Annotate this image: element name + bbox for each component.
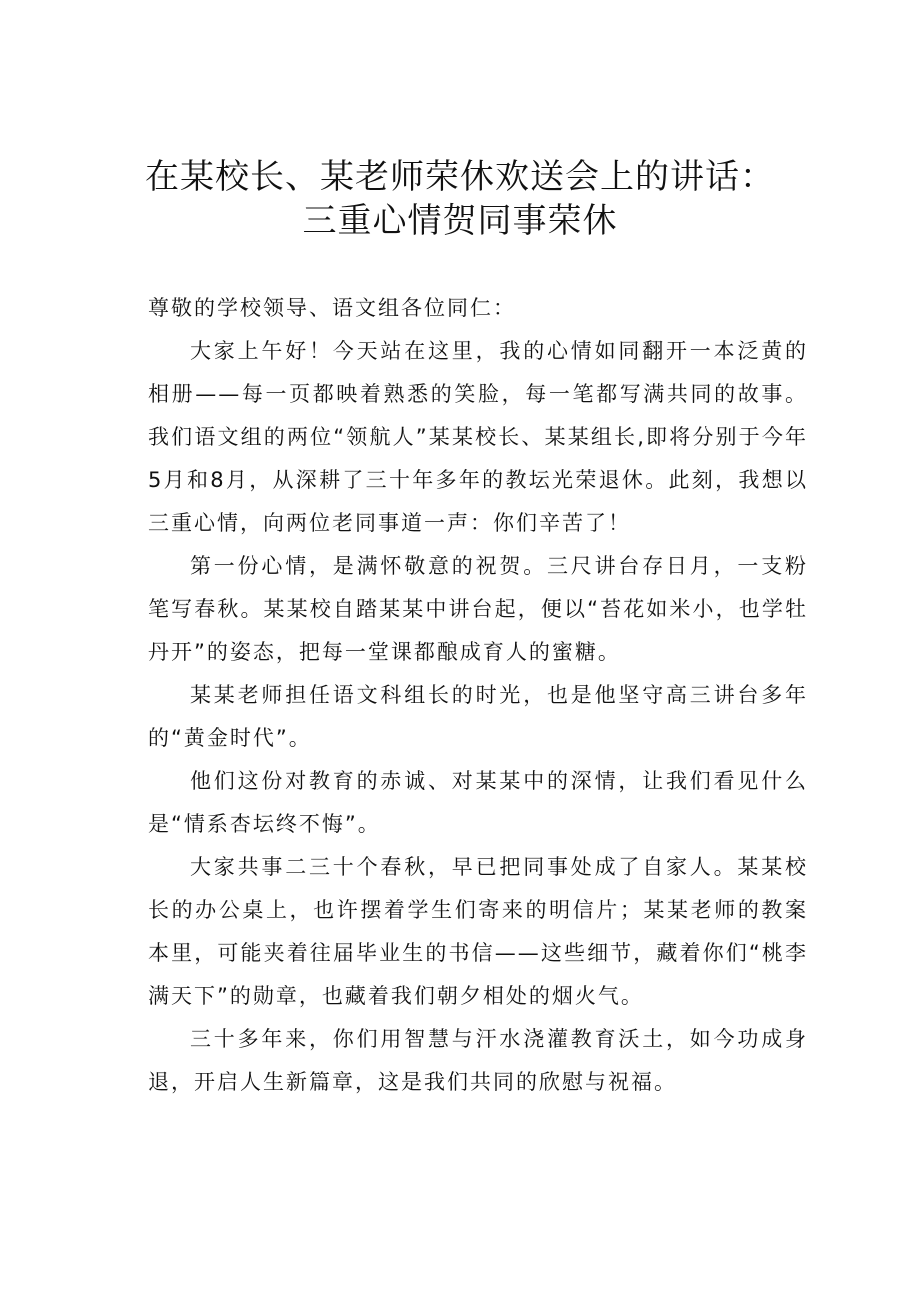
paragraph: 某某老师担任语文科组长的时光，也是他坚守高三讲台多年的“黄金时代”。 <box>148 683 808 750</box>
paragraph: 大家共事二三十个春秋，早已把同事处成了自家人。某某校长的办公桌上，也许摆着学生们寄来的明信片；某某老师的教案本里，可能夹着往届毕业生的书信——这些细节，藏着你们“桃李满天下”的勋章，也藏着我们朝夕相处的烟火气。 <box>148 855 808 1008</box>
paragraph: 他们这份对教育的赤诚、对某某中的深情，让我们看见什么是“情系杏坛终不悔”。 <box>148 769 808 836</box>
salutation: 尊敬的学校领导、语文组各位同仁： <box>148 296 516 320</box>
paragraph: 三十多年来，你们用智慧与汗水浇灌教育沃土，如今功成身退，开启人生新篇章，这是我们共同的欣慰与祝福。 <box>148 1027 808 1094</box>
title-line-2: 三重心情贺同事荣休 <box>302 201 618 241</box>
paragraph: 第一份心情，是满怀敬意的祝贺。三尺讲台存日月，一支粉笔写春秋。某某校自踏某某中讲台起，便以“苔花如米小，也学牡丹开”的姿态，把每一堂课都酿成育人的蜜糖。 <box>148 554 808 664</box>
paragraph: 大家上午好！今天站在这里，我的心情如同翻开一本泛黄的相册——每一页都映着熟悉的笑脸，每一笔都写满共同的故事。我们语文组的两位“领航人”某某校长、某某组长,即将分别于今年5月和8月，从深耕了三十年多年的教坛光荣退休。此刻，我想以三重心情，向两位老同事道一声：你们辛苦了！ <box>148 339 808 535</box>
document-body <box>148 287 808 1104</box>
title-line-1: 在某校长、某老师荣休欢送会上的讲话： <box>145 157 775 197</box>
document-title <box>0 155 920 243</box>
